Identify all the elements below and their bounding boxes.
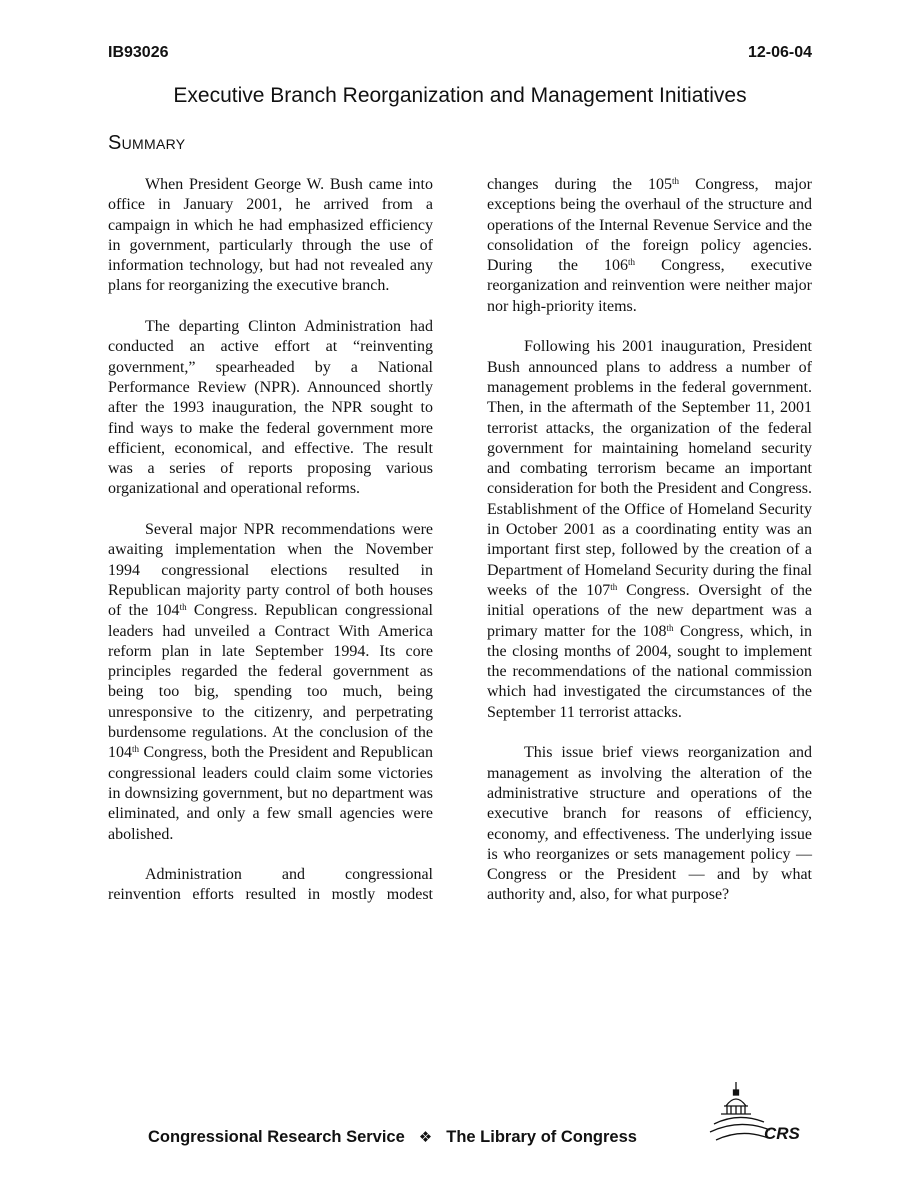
paragraph: This issue brief views reorganization and management as involving the alteration of the administrative structure and operations of the executive branch for reasons of efficiency, economy, and effectiveness. The underlying issue is who reorganizes or sets management policy — Congress or the President — and by what authority and, also, for what purpose?	[487, 744, 812, 904]
paragraph: When President George W. Bush came into office in January 2001, he arrived from a campaign in which he had emphasized efficiency in government, particularly through the use of information technology, but had not revealed any plans for reorganizing the executive branch.	[108, 176, 433, 295]
paragraph: The departing Clinton Administration had conducted an active effort at “reinventing government,” spearheaded by a National Performance Review (NPR). Announced shortly after the 1993 inauguration, the NPR sought to find ways to make the federal government more efficient, economical, and effective. The result was a series of reports proposing various organizational and operational reforms.	[108, 318, 433, 498]
paragraph: Administration and congressional reinvention efforts resulted in mostly modest	[108, 866, 433, 904]
ordinal-suffix: th	[672, 176, 680, 186]
ordinal-suffix: th	[132, 744, 140, 755]
right-column	[487, 175, 812, 926]
text-run: Congress. Republican congressional leaders had unveiled a Contract With America reform plan in late September 1994. Its core principles regarded the federal government as being too big, spending too much, being unresponsive to the citizenry, and perpetrating burdensome regulations. At the conclusion of the 104	[108, 602, 433, 762]
text-run: Following his 2001 inauguration, President Bush announced plans to address a number of management problems in the federal government. Then, in the aftermath of the September 11, 2001 terrorist attacks, the organization of the federal government for maintaining homeland security and combating terrorism became an important consideration for both the President and Congress. Establishment of the Office of Homeland Security in October 2001 as a coordinating entity was an important first step, followed by the creation of a Department of Homeland Security during the final weeks of the 107	[487, 338, 812, 599]
text-run: changes during the 105	[487, 176, 673, 193]
ordinal-suffix: th	[666, 622, 674, 633]
report-number: IB93026	[108, 44, 169, 61]
crs-logo	[708, 1078, 808, 1148]
ordinal-suffix: th	[610, 581, 618, 592]
footer-library-name: The Library of Congress	[446, 1128, 637, 1146]
text-run: Congress, which, in the closing months of 2004, sought to implement the recommendations of the national commission which had investigated the circumstances of the September 11 terrorist attacks.	[487, 622, 813, 721]
paragraph	[108, 520, 433, 845]
text-run: Congress. Oversight of the initial operations of the new department was a primary matter for the 108	[487, 581, 813, 640]
capitol-dome-icon	[710, 1082, 770, 1140]
ordinal-suffix: th	[628, 257, 636, 268]
crs-logo-text: CRS	[764, 1124, 800, 1143]
text-run: Congress, both the President and Republican congressional leaders could claim some victories in downsizing government, but no department was eliminated, and only a few small agencies were abolished.	[108, 744, 433, 843]
footer	[148, 1127, 637, 1148]
footer-crs-name: Congressional Research Service	[148, 1128, 405, 1146]
report-date: 12-06-04	[747, 44, 812, 61]
diamond-separator-icon: ❖	[418, 1129, 433, 1146]
ordinal-suffix: th	[179, 602, 187, 613]
paragraph	[487, 337, 812, 723]
paragraph	[487, 175, 812, 317]
document-title: Executive Branch Reorganization and Management Initiatives	[173, 84, 747, 107]
text-run: Congress, major exceptions being the overhaul of the structure and operations of the Internal Revenue Service and the consolidation of the foreign policy agencies. During the 106	[487, 176, 813, 275]
text-run: Congress, executive reorganization and reinvention were neither major nor high-priority items.	[487, 257, 812, 315]
left-column	[108, 175, 433, 926]
text-run: Several major NPR recommendations were awaiting implementation when the November 1994 congressional elections resulted in Republican majority party control of both houses of the 104	[108, 521, 433, 620]
summary-heading: Summary	[108, 132, 186, 154]
